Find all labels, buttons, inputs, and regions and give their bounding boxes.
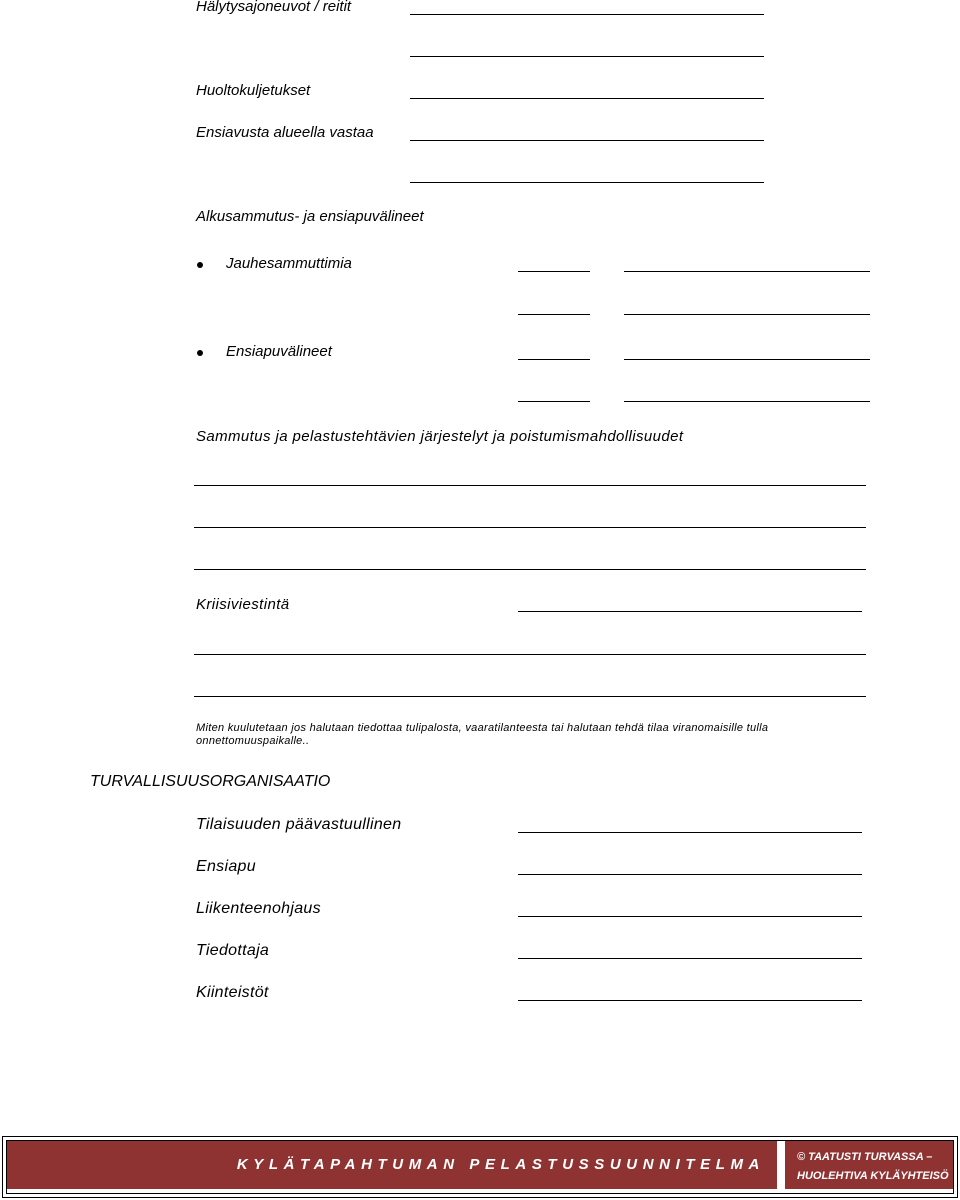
fill-line (410, 98, 764, 99)
label-jauhesammuttimia: Jauhesammuttimia (226, 255, 352, 272)
fill-line (518, 359, 590, 360)
role-liikenteenohjaus: Liikenteenohjaus (196, 900, 321, 917)
fill-line (624, 359, 870, 360)
label-sammutus: Sammutus ja pelastustehtävien järjestelyt ja poistumismahdollisuudet (196, 428, 684, 445)
fill-line (194, 527, 866, 528)
fill-line (194, 654, 866, 655)
fill-line (194, 485, 866, 486)
footer-brand-line2: HUOLEHTIVA KYLÄYHTEISÖ (797, 1170, 949, 1182)
fill-line (518, 916, 862, 917)
fill-line (518, 832, 862, 833)
fill-line (518, 611, 862, 612)
fill-line (194, 569, 866, 570)
fill-line (518, 1000, 862, 1001)
label-kriisiviestinta: Kriisiviestintä (196, 596, 290, 613)
fill-line (410, 140, 764, 141)
footer-brand (785, 1141, 953, 1189)
fill-line (194, 696, 866, 697)
fill-line (624, 271, 870, 272)
page-footer (2, 1136, 958, 1198)
fill-line (518, 958, 862, 959)
fill-line (410, 56, 764, 57)
fill-line (410, 14, 764, 15)
fill-line (518, 401, 590, 402)
organization-heading: TURVALLISUUSORGANISAATIO (90, 773, 331, 790)
fill-line (624, 401, 870, 402)
label-ensiavusta: Ensiavusta alueella vastaa (196, 124, 374, 141)
bullet-icon (197, 262, 203, 268)
footer-brand-line1: © TAATUSTI TURVASSA – (797, 1151, 933, 1163)
role-kiinteistot: Kiinteistöt (196, 984, 269, 1001)
fill-line (518, 874, 862, 875)
label-halytysajoneuvot: Hälytysajoneuvot / reitit (196, 0, 352, 15)
label-alkusammutus: Alkusammutus- ja ensiapuvälineet (196, 208, 424, 225)
label-huoltokuljetukset: Huoltokuljetukset (196, 82, 311, 99)
role-paavastuullinen: Tilaisuuden päävastuullinen (196, 816, 402, 833)
kuulutus-instruction: Miten kuulutetaan jos halutaan tiedottaa tulipalosta, vaaratilanteesta tai halutaan tehdä tilaa viranomaisille tulla onnettomuuspaikalle.. (196, 722, 769, 747)
role-tiedottaja: Tiedottaja (196, 942, 270, 959)
label-ensiapuvalineet: Ensiapuvälineet (226, 343, 332, 360)
fill-line (624, 314, 870, 315)
fill-line (518, 314, 590, 315)
fill-line (518, 271, 590, 272)
fill-line (410, 182, 764, 183)
footer-title: KYLÄTAPAHTUMAN PELASTUSSUUNNITELMA (7, 1141, 777, 1189)
bullet-icon (197, 350, 203, 356)
role-ensiapu: Ensiapu (196, 858, 256, 875)
